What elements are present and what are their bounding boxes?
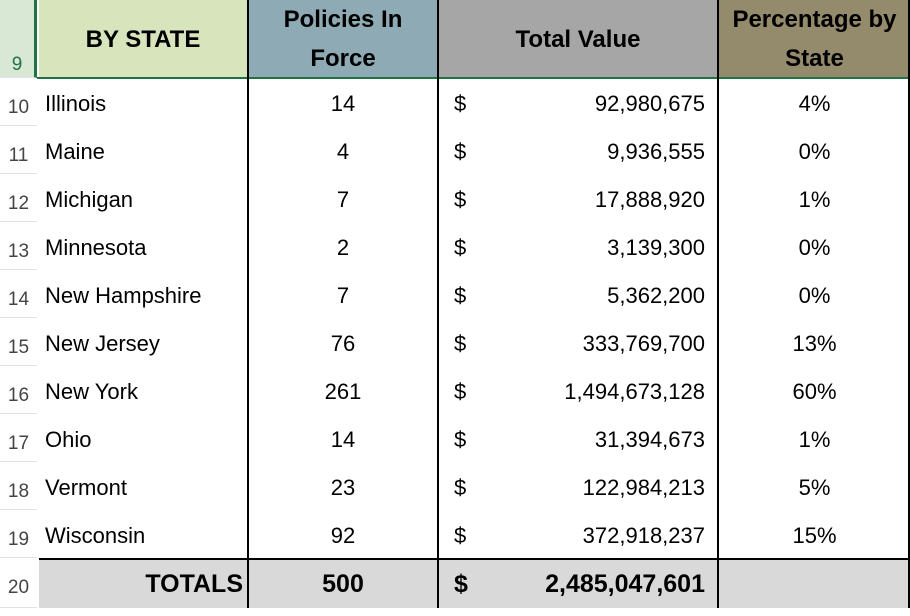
state-cell-text: New Jersey	[45, 331, 160, 356]
percentage-cell[interactable]	[719, 84, 910, 124]
row-header[interactable]	[0, 270, 37, 318]
currency-cell-text: $	[454, 427, 467, 452]
row-header[interactable]	[0, 318, 37, 366]
row-number: 20	[7, 577, 30, 598]
currency-cell-text: $	[454, 379, 467, 404]
value-cell-text: 17,888,920	[594, 187, 705, 212]
header-by-state-label: BY STATE	[85, 25, 201, 53]
currency-cell-text: $	[454, 235, 467, 260]
policies-cell-text: 2	[336, 235, 350, 260]
row-header[interactable]	[0, 414, 37, 462]
state-cell-text: Minnesota	[45, 235, 147, 260]
row-number: 19	[7, 529, 30, 550]
column-border-d	[717, 0, 719, 608]
percentage-cell-text: 5%	[798, 475, 831, 500]
percentage-cell-text: 1%	[798, 427, 831, 452]
percentage-cell[interactable]	[719, 132, 910, 172]
percentage-cell-text: 4%	[798, 91, 831, 116]
percentage-cell-text: 1%	[798, 187, 831, 212]
row-number: 9	[11, 54, 23, 75]
value-cell-text: 5,362,200	[607, 283, 705, 308]
value-cell-text: 3,139,300	[607, 235, 705, 260]
totals-label[interactable]	[39, 560, 247, 608]
currency-cell[interactable]	[439, 84, 479, 124]
currency-cell-text: $	[454, 331, 467, 356]
state-cell-text: New Hampshire	[45, 283, 202, 308]
policies-cell[interactable]	[249, 468, 437, 508]
state-cell[interactable]	[39, 372, 247, 412]
policies-cell[interactable]	[249, 372, 437, 412]
row-header[interactable]	[0, 126, 37, 174]
row-number: 10	[7, 97, 30, 118]
value-cell[interactable]	[479, 372, 717, 412]
percentage-cell[interactable]	[719, 276, 910, 316]
value-cell-text: 1,494,673,128	[564, 379, 705, 404]
value-cell-text: 92,980,675	[594, 91, 705, 116]
state-cell[interactable]	[39, 132, 247, 172]
currency-cell-text: $	[454, 523, 467, 548]
row-number: 11	[8, 145, 29, 166]
currency-cell[interactable]	[439, 324, 479, 364]
header-percentage-line1: Percentage by	[732, 6, 897, 33]
policies-cell-text: 7	[336, 283, 350, 308]
state-cell[interactable]	[39, 468, 247, 508]
row-number: 15	[7, 337, 30, 358]
row-header[interactable]	[0, 462, 37, 510]
state-cell-text: Vermont	[45, 475, 127, 500]
row-number: 18	[7, 481, 30, 502]
value-cell[interactable]	[479, 324, 717, 364]
value-cell[interactable]	[479, 420, 717, 460]
totals-label-text: TOTALS	[145, 569, 243, 598]
policies-cell[interactable]	[249, 228, 437, 268]
header-policies-line2: Force	[310, 45, 376, 72]
value-cell-text: 333,769,700	[582, 331, 705, 356]
currency-cell[interactable]	[439, 228, 479, 268]
header-percentage-by-state[interactable]	[719, 0, 910, 78]
percentage-cell[interactable]	[719, 180, 910, 220]
percentage-cell[interactable]	[719, 372, 910, 412]
state-cell[interactable]	[39, 228, 247, 268]
policies-cell-text: 14	[330, 427, 356, 452]
state-cell-text: New York	[45, 379, 138, 404]
header-policies-line1: Policies In	[283, 6, 403, 33]
currency-cell[interactable]	[439, 468, 479, 508]
row-header[interactable]	[0, 366, 37, 414]
row-number: 14	[7, 289, 30, 310]
policies-cell[interactable]	[249, 180, 437, 220]
value-cell[interactable]	[479, 276, 717, 316]
policies-cell-text: 92	[330, 523, 356, 548]
row-number: 16	[7, 385, 30, 406]
state-cell-text: Illinois	[45, 91, 107, 116]
percentage-cell-text: 0%	[798, 235, 831, 260]
currency-cell-text: $	[454, 283, 467, 308]
currency-cell[interactable]	[439, 372, 479, 412]
row-header[interactable]	[0, 222, 37, 270]
percentage-cell-text: 0%	[798, 283, 831, 308]
percentage-cell-text: 15%	[792, 523, 837, 548]
value-cell[interactable]	[479, 516, 717, 556]
currency-cell-text: $	[454, 475, 467, 500]
currency-cell[interactable]	[439, 276, 479, 316]
row-header[interactable]	[0, 78, 37, 126]
policies-cell[interactable]	[249, 84, 437, 124]
currency-cell[interactable]	[439, 132, 479, 172]
value-cell[interactable]	[479, 228, 717, 268]
percentage-cell[interactable]	[719, 516, 910, 556]
state-cell-text: Michigan	[45, 187, 134, 212]
percentage-cell[interactable]	[719, 420, 910, 460]
percentage-cell-text: 13%	[792, 331, 837, 356]
state-cell-text: Maine	[45, 139, 105, 164]
policies-cell[interactable]	[249, 276, 437, 316]
column-border-c	[437, 0, 439, 608]
row-number: 17	[7, 433, 30, 454]
header-total-value[interactable]	[439, 0, 717, 78]
policies-cell-text: 14	[330, 91, 356, 116]
totals-percentage[interactable]	[719, 560, 910, 608]
currency-cell-text: $	[454, 139, 467, 164]
policies-cell[interactable]	[249, 132, 437, 172]
totals-currency-text: $	[454, 569, 468, 598]
value-cell-text: 372,918,237	[582, 523, 705, 548]
totals-value[interactable]	[479, 560, 717, 608]
row-header-20[interactable]	[0, 560, 37, 608]
row-header[interactable]	[0, 174, 37, 222]
policies-cell[interactable]	[249, 324, 437, 364]
value-cell[interactable]	[479, 468, 717, 508]
currency-cell[interactable]	[439, 180, 479, 220]
percentage-cell[interactable]	[719, 324, 910, 364]
header-total-value-label: Total Value	[515, 25, 641, 53]
header-bottom-border	[37, 77, 910, 79]
state-cell[interactable]	[39, 324, 247, 364]
state-cell[interactable]	[39, 180, 247, 220]
percentage-cell[interactable]	[719, 228, 910, 268]
policies-cell[interactable]	[249, 516, 437, 556]
row-number: 12	[7, 193, 30, 214]
percentage-cell-text: 60%	[792, 379, 837, 404]
state-cell[interactable]	[39, 420, 247, 460]
value-cell-text: 9,936,555	[607, 139, 705, 164]
policies-cell[interactable]	[249, 420, 437, 460]
totals-top-border	[39, 558, 910, 560]
policies-cell-text: 23	[330, 475, 356, 500]
header-percentage-line2: State	[785, 45, 844, 72]
totals-currency[interactable]	[439, 560, 479, 608]
value-cell[interactable]	[479, 84, 717, 124]
row-header[interactable]	[0, 510, 37, 558]
currency-cell-text: $	[454, 91, 467, 116]
policies-cell-text: 7	[336, 187, 350, 212]
header-by-state[interactable]	[39, 0, 247, 78]
currency-cell[interactable]	[439, 420, 479, 460]
row-number: 13	[7, 241, 30, 262]
currency-cell-text: $	[454, 187, 467, 212]
policies-cell-text: 4	[336, 139, 350, 164]
policies-cell-text: 76	[330, 331, 356, 356]
value-cell[interactable]	[479, 132, 717, 172]
header-policies-in-force[interactable]	[249, 0, 437, 78]
percentage-cell[interactable]	[719, 468, 910, 508]
state-cell[interactable]	[39, 84, 247, 124]
state-cell[interactable]	[39, 276, 247, 316]
state-cell-text: Wisconsin	[45, 523, 146, 548]
currency-cell[interactable]	[439, 516, 479, 556]
totals-policies-text: 500	[322, 569, 364, 598]
percentage-cell-text: 0%	[798, 139, 831, 164]
state-cell-text: Ohio	[45, 427, 92, 452]
value-cell-text: 31,394,673	[594, 427, 705, 452]
totals-value-text: 2,485,047,601	[545, 569, 705, 598]
value-cell[interactable]	[479, 180, 717, 220]
policies-cell-text: 261	[324, 379, 362, 404]
value-cell-text: 122,984,213	[582, 475, 705, 500]
state-cell[interactable]	[39, 516, 247, 556]
row-header-9[interactable]	[0, 0, 37, 78]
column-border-b	[247, 0, 249, 608]
totals-policies[interactable]	[249, 560, 437, 608]
